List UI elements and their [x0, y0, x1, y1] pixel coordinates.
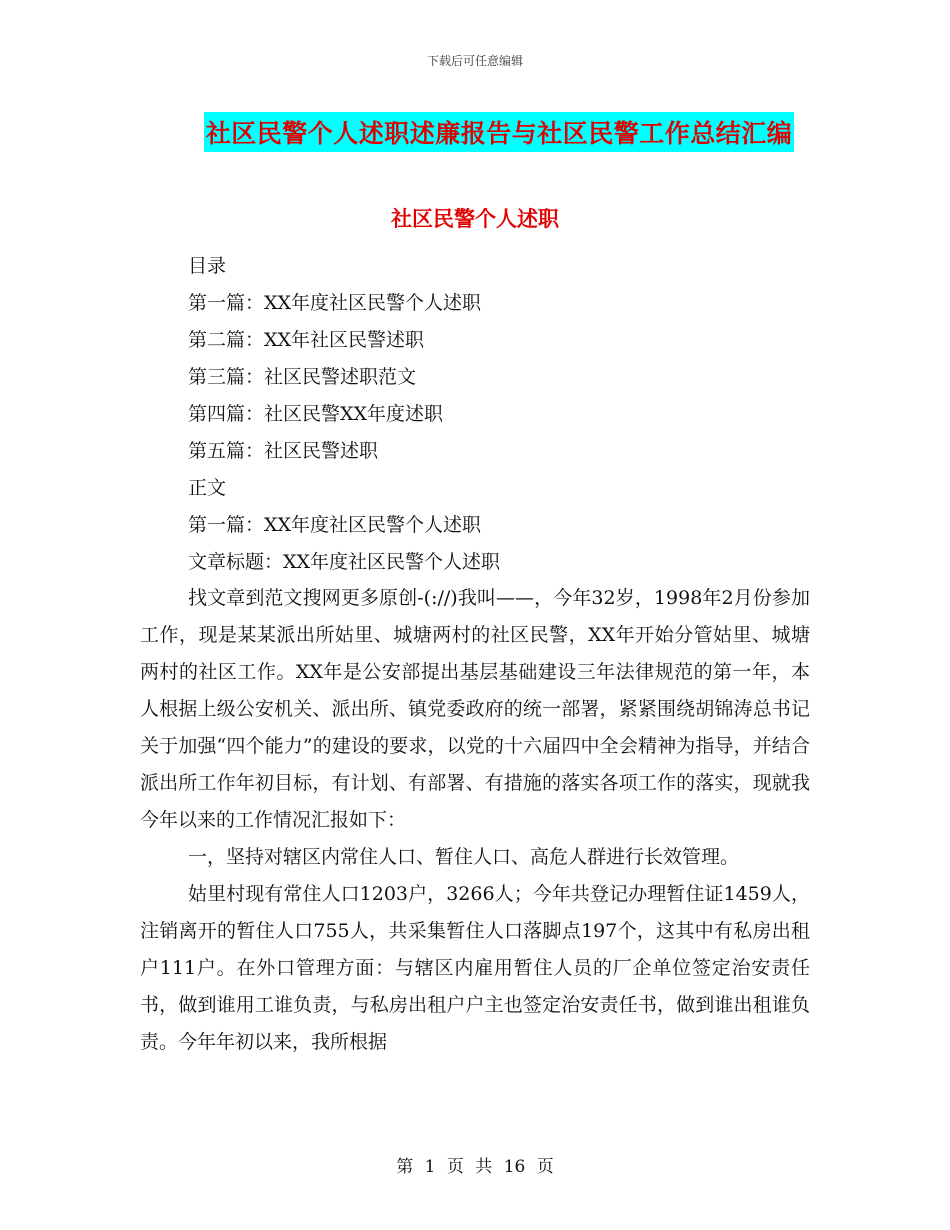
toc-item: 第四篇：社区民警XX年度述职 [188, 403, 444, 425]
section-title: 社区民警个人述职 [391, 206, 559, 231]
body-heading: 正文 [188, 477, 227, 499]
page-header-note: 下载后可任意编辑 [426, 54, 523, 68]
toc-item: 第五篇：社区民警述职 [188, 440, 379, 462]
article-title: 文章标题：XX年度社区民警个人述职 [188, 551, 501, 573]
toc-heading: 目录 [188, 255, 227, 277]
paragraph: 姑里村现有常住人口1203户，3266人；今年共登记办理暂住证1459人，注销离开的暂住人口755人，共采集暂住人口落脚点197个，这其中有私房出租户111户。在外口管理方面：与辖区内雇用暂住人员的厂企单位签定治安责任书，做到谁用工谁负责，与私房出租户户主也签定治安责任书，做到谁出租谁负责。今年年初以来，我所根据 [140, 883, 810, 1053]
body-text [140, 580, 810, 1061]
chapter-title: 第一篇：XX年度社区民警个人述职 [188, 514, 482, 536]
page-number-footer: 第 1 页 共 16 页 [396, 1157, 554, 1177]
table-of-contents [188, 248, 500, 581]
toc-item: 第二篇：XX年社区民警述职 [188, 329, 425, 351]
toc-item: 第一篇：XX年度社区民警个人述职 [188, 292, 482, 314]
paragraph: 找文章到范文搜网更多原创-(://)我叫——，今年32岁，1998年2月份参加工作，现是某某派出所姑里、城塘两村的社区民警，XX年开始分管姑里、城塘两村的社区工作。XX年是公安部提出基层基础建设三年法律规范的第一年，本人根据上级公安机关、派出所、镇党委政府的统一部署，紧紧围绕胡锦涛总书记关于加强“四个能力”的建设的要求，以党的十六届四中全会精神为指导，并结合派出所工作年初目标，有计划、有部署、有措施的落实各项工作的落实，现就我今年以来的工作情况汇报如下： [140, 587, 810, 831]
paragraph: 一，坚持对辖区内常住人口、暂住人口、高危人群进行长效管理。 [188, 846, 740, 868]
document-title: 社区民警个人述职述廉报告与社区民警工作总结汇编 [204, 112, 795, 152]
document-title-wrap [0, 112, 950, 152]
toc-item: 第三篇：社区民警述职范文 [188, 366, 417, 388]
